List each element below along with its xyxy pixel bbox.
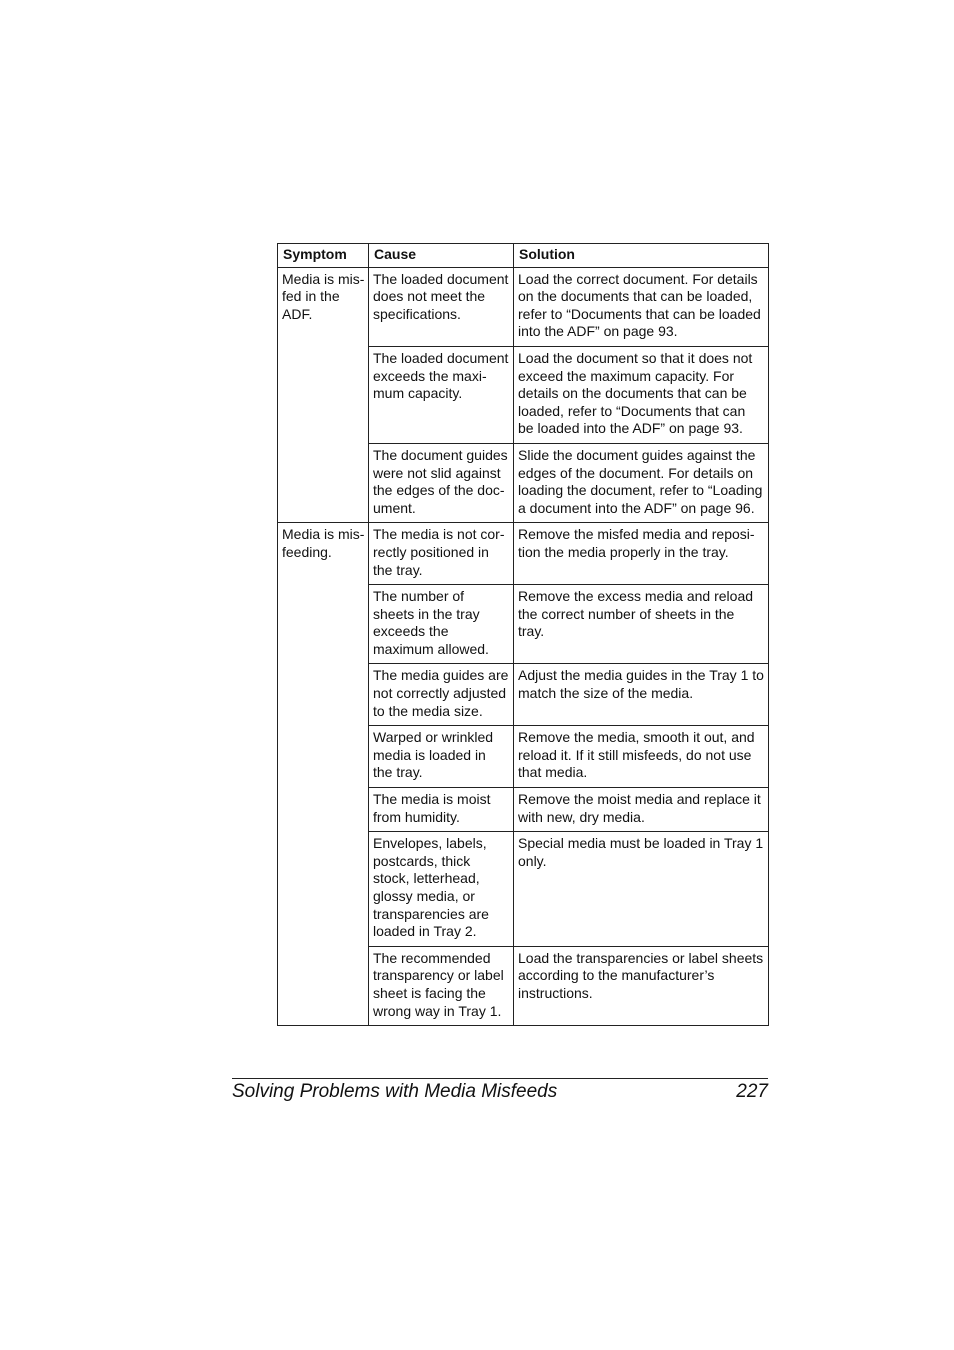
solution-cell: Slide the document guides against the edges of the document. For details on loading the document, refer to “Loading a document into the ADF” on page 96. [514, 443, 769, 522]
symptom-cell: Media is misfeeding. [278, 523, 369, 1026]
solution-cell: Load the document so that it does not exceed the maximum capacity. For details on the documents that can be loaded, refer to “Documents that can be loaded into the ADF” on page 93. [514, 346, 769, 443]
solution-cell: Remove the excess media and reload the correct number of sheets in the tray. [514, 585, 769, 664]
table-row [278, 267, 769, 346]
cause-cell: The loaded document does not meet the specifications. [369, 267, 514, 346]
page-number: 227 [736, 1081, 768, 1102]
cause-cell: The loaded document exceeds the maximum capacity. [369, 346, 514, 443]
solution-cell: Load the correct document. For details on the documents that can be loaded, refer to “Documents that can be loaded into the ADF” on page 93. [514, 267, 769, 346]
cause-cell: Envelopes, labels, postcards, thick stock, letterhead, glossy media, or transparencies are loaded in Tray 2. [369, 832, 514, 947]
symptom-cell: Media is misfed in the ADF. [278, 267, 369, 523]
table-header-row [278, 244, 769, 268]
solution-cell: Special media must be loaded in Tray 1 only. [514, 832, 769, 947]
troubleshooting-table [277, 243, 769, 1026]
cause-cell: The number of sheets in the tray exceeds the maximum allowed. [369, 585, 514, 664]
solution-cell: Load the transparencies or label sheets according to the manufacturer’s instructions. [514, 946, 769, 1025]
table-row [278, 523, 769, 585]
footer-divider [232, 1078, 768, 1079]
solution-cell: Remove the moist media and replace it with new, dry media. [514, 788, 769, 832]
cause-cell: The media is moist from humidity. [369, 788, 514, 832]
cause-cell: The media is not correctly positioned in the tray. [369, 523, 514, 585]
solution-cell: Remove the misfed media and reposition the media properly in the tray. [514, 523, 769, 585]
header-cause: Cause [369, 244, 514, 268]
header-solution: Solution [514, 244, 769, 268]
cause-cell: The recommended transparency or label sheet is facing the wrong way in Tray 1. [369, 946, 514, 1025]
header-symptom: Symptom [278, 244, 369, 268]
cause-cell: The media guides are not correctly adjusted to the media size. [369, 664, 514, 726]
solution-cell: Remove the media, smooth it out, and reload it. If it still misfeeds, do not use that media. [514, 726, 769, 788]
cause-cell: The document guides were not slid against the edges of the document. [369, 443, 514, 522]
footer-chapter-title: Solving Problems with Media Misfeeds [232, 1081, 558, 1102]
solution-cell: Adjust the media guides in the Tray 1 to match the size of the media. [514, 664, 769, 726]
cause-cell: Warped or wrinkled media is loaded in the tray. [369, 726, 514, 788]
